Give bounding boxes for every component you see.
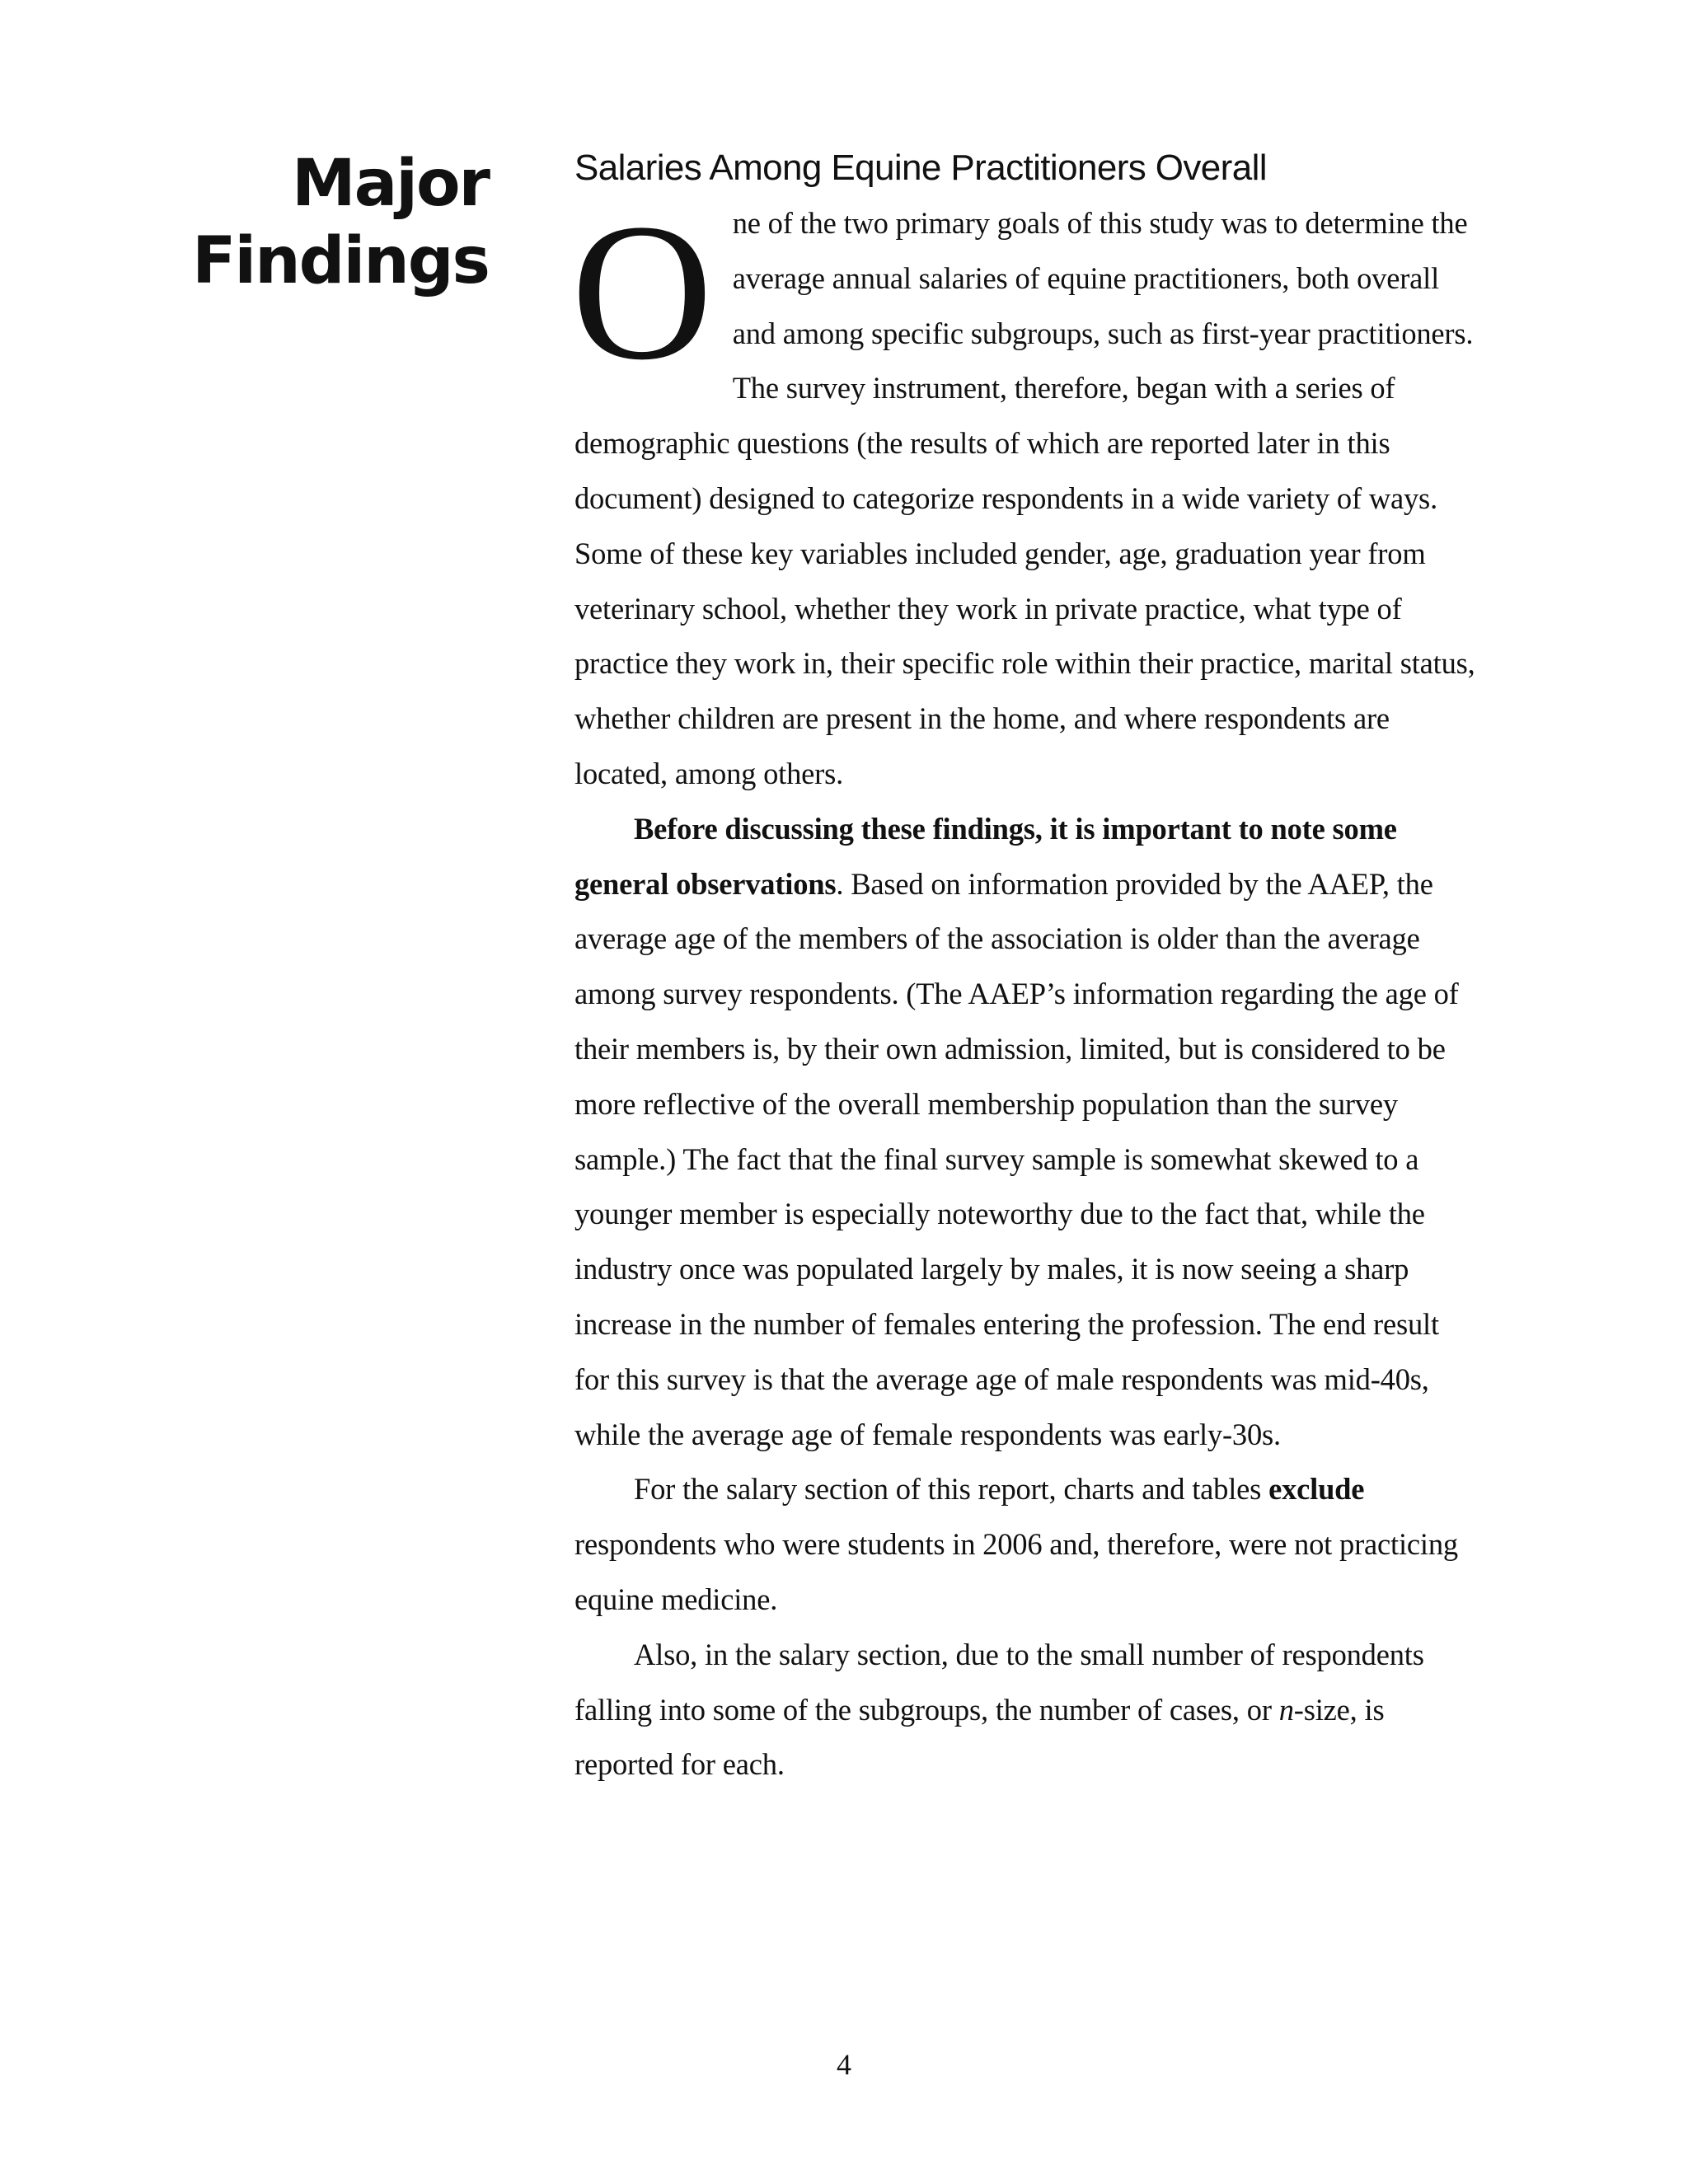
- paragraph-4-text-before: Also, in the salary section, due to the small number of respondents falling into some of the subgroups, the number of cases, or: [574, 1637, 1424, 1727]
- paragraph-2-bold-lead: Before discussing these findings, it is important to note some general observations: [574, 811, 1397, 901]
- paragraph-2-text: . Based on information provided by the AAEP, the average age of the members of the association is older than the average among survey respondents. (The AAEP’s information regarding the age of their members is, by their own admission, limited, but is considered to be more reflective of the overall membership population than the survey sample.) The fact that the final survey sample is somewhat skewed to a younger member is especially noteworthy due to the fact that, while the industry once was populated largely by males, it is now seeing a sharp increase in the number of females entering the profession. The end result for this survey is that the average age of male respondents was mid-40s, while the average age of female respondents was early-30s.: [574, 866, 1459, 1451]
- drop-cap: O: [571, 184, 713, 401]
- paragraph-3-text-after: respondents who were students in 2006 and, therefore, were not practicing equine medicine.: [574, 1527, 1458, 1616]
- paragraph-3: [574, 1462, 1477, 1627]
- paragraph-4: [574, 1628, 1477, 1793]
- paragraph-4-text-after: -size, is reported for each.: [574, 1692, 1385, 1782]
- section-side-title: [165, 145, 489, 300]
- paragraph-1: [571, 184, 1477, 802]
- main-content: [571, 145, 1477, 1793]
- paragraph-4-italic: n: [1278, 1692, 1294, 1727]
- side-title-line-2: Findings: [192, 224, 489, 298]
- paragraph-3-text-before: For the salary section of this report, charts and tables: [634, 1472, 1269, 1507]
- side-title-line-1: Major: [291, 147, 489, 221]
- page-number: 4: [837, 2048, 851, 2081]
- paragraph-3-bold-word: exclude: [1268, 1472, 1365, 1507]
- paragraph-1-text: ne of the two primary goals of this study was to determine the average annual salaries of equine practitioners, both overall and among specific subgroups, such as first-year practitioners. The survey instrument, therefore, began with a series of demographic questions (the results of which are reported later in this document) designed to categorize respondents in a wide variety of ways. Some of these key variables included gender, age, graduation year from veterinary school, whether they work in private practice, what type of practice they work in, their specific role within their practice, marital status, whether children are present in the home, and where respondents are located, among others.: [574, 206, 1475, 790]
- paragraph-2: [574, 802, 1477, 1463]
- section-heading: Salaries Among Equine Practitioners Overall: [574, 148, 1267, 188]
